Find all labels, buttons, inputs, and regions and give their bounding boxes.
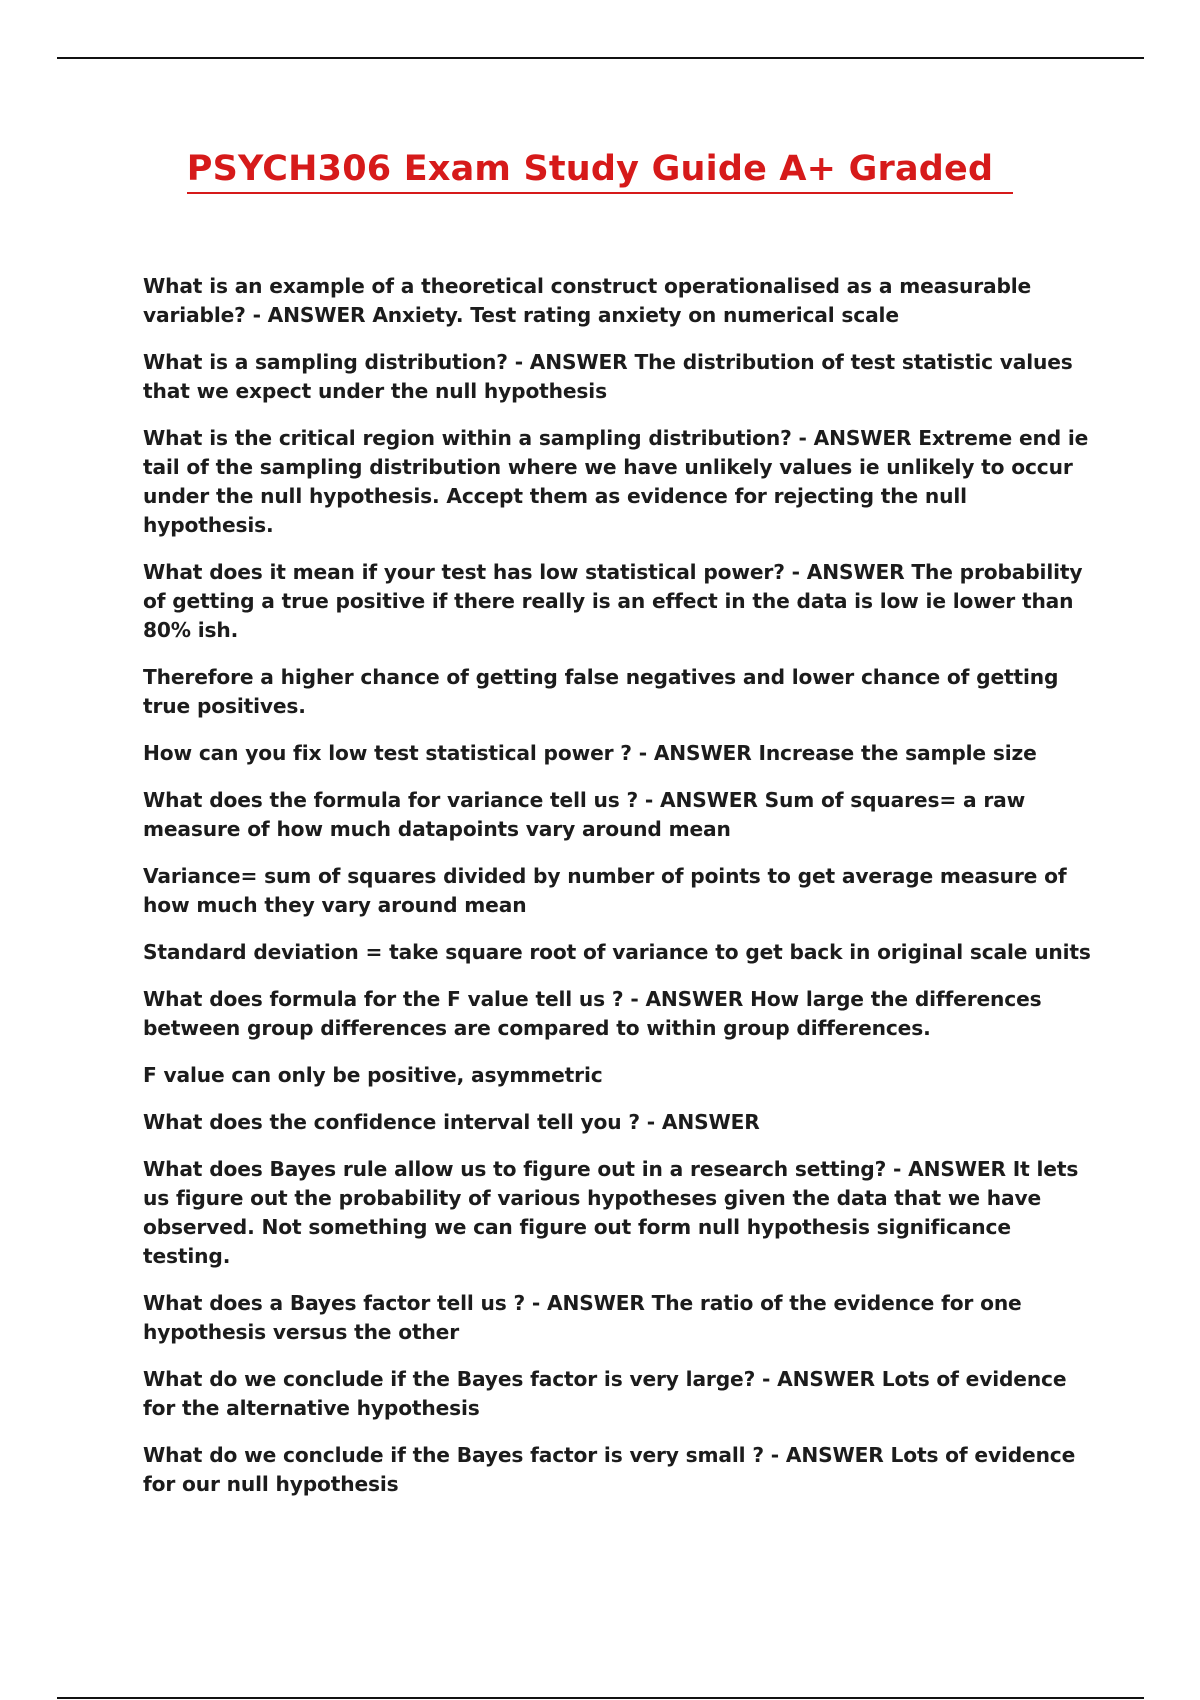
qa-paragraph: Variance= sum of squares divided by number of points to get average measure of how much they vary around mean: [143, 864, 1067, 917]
document-title: PSYCH306 Exam Study Guide A+ Graded: [187, 148, 1014, 194]
qa-paragraph: What is an example of a theoretical construct operationalised as a measurable variable? - ANSWER Anxiety. Test rating anxiety on numerical scale: [143, 274, 1032, 327]
qa-paragraph: Standard deviation = take square root of variance to get back in original scale units: [143, 940, 1091, 964]
qa-paragraph: Therefore a higher chance of getting false negatives and lower chance of getting true positives.: [143, 665, 1059, 718]
title-container: [0, 148, 1200, 194]
qa-paragraph: How can you fix low test statistical power ? - ANSWER Increase the sample size: [143, 741, 1037, 765]
qa-paragraph: What does a Bayes factor tell us ? - ANSWER The ratio of the evidence for one hypothesis versus the other: [143, 1291, 1022, 1344]
qa-paragraph: What does formula for the F value tell us ? - ANSWER How large the differences between group differences are compared to within group differences.: [143, 987, 1042, 1040]
qa-paragraph: What is a sampling distribution? - ANSWER The distribution of test statistic values that we expect under the null hypothesis: [143, 350, 1073, 403]
qa-paragraph: What is the critical region within a sampling distribution? - ANSWER Extreme end ie tail of the sampling distribution where we have unlikely values ie unlikely to occur under the null hypothesis. Accept them as evidence for rejecting the null hypothesis.: [143, 426, 1089, 537]
qa-paragraph: F value can only be positive, asymmetric: [143, 1063, 603, 1087]
qa-paragraph: What does it mean if your test has low statistical power? - ANSWER The probability of getting a true positive if there really is an effect in the data is low ie lower than 80% ish.: [143, 560, 1083, 642]
qa-paragraph: What does Bayes rule allow us to figure out in a research setting? - ANSWER It lets us figure out the probability of various hypotheses given the data that we have observed. Not something we can figure out form null hypothesis significance testing.: [143, 1157, 1079, 1268]
qa-content: [143, 272, 1093, 1517]
qa-paragraph: What does the formula for variance tell us ? - ANSWER Sum of squares= a raw measure of how much datapoints vary around mean: [143, 788, 1026, 841]
top-divider: [57, 57, 1144, 59]
bottom-divider: [57, 1697, 1144, 1699]
qa-paragraph: What does the confidence interval tell you ? - ANSWER: [143, 1110, 760, 1134]
qa-paragraph: What do we conclude if the Bayes factor is very small ? - ANSWER Lots of evidence for our null hypothesis: [143, 1443, 1076, 1496]
qa-paragraph: What do we conclude if the Bayes factor is very large? - ANSWER Lots of evidence for the alternative hypothesis: [143, 1367, 1067, 1420]
